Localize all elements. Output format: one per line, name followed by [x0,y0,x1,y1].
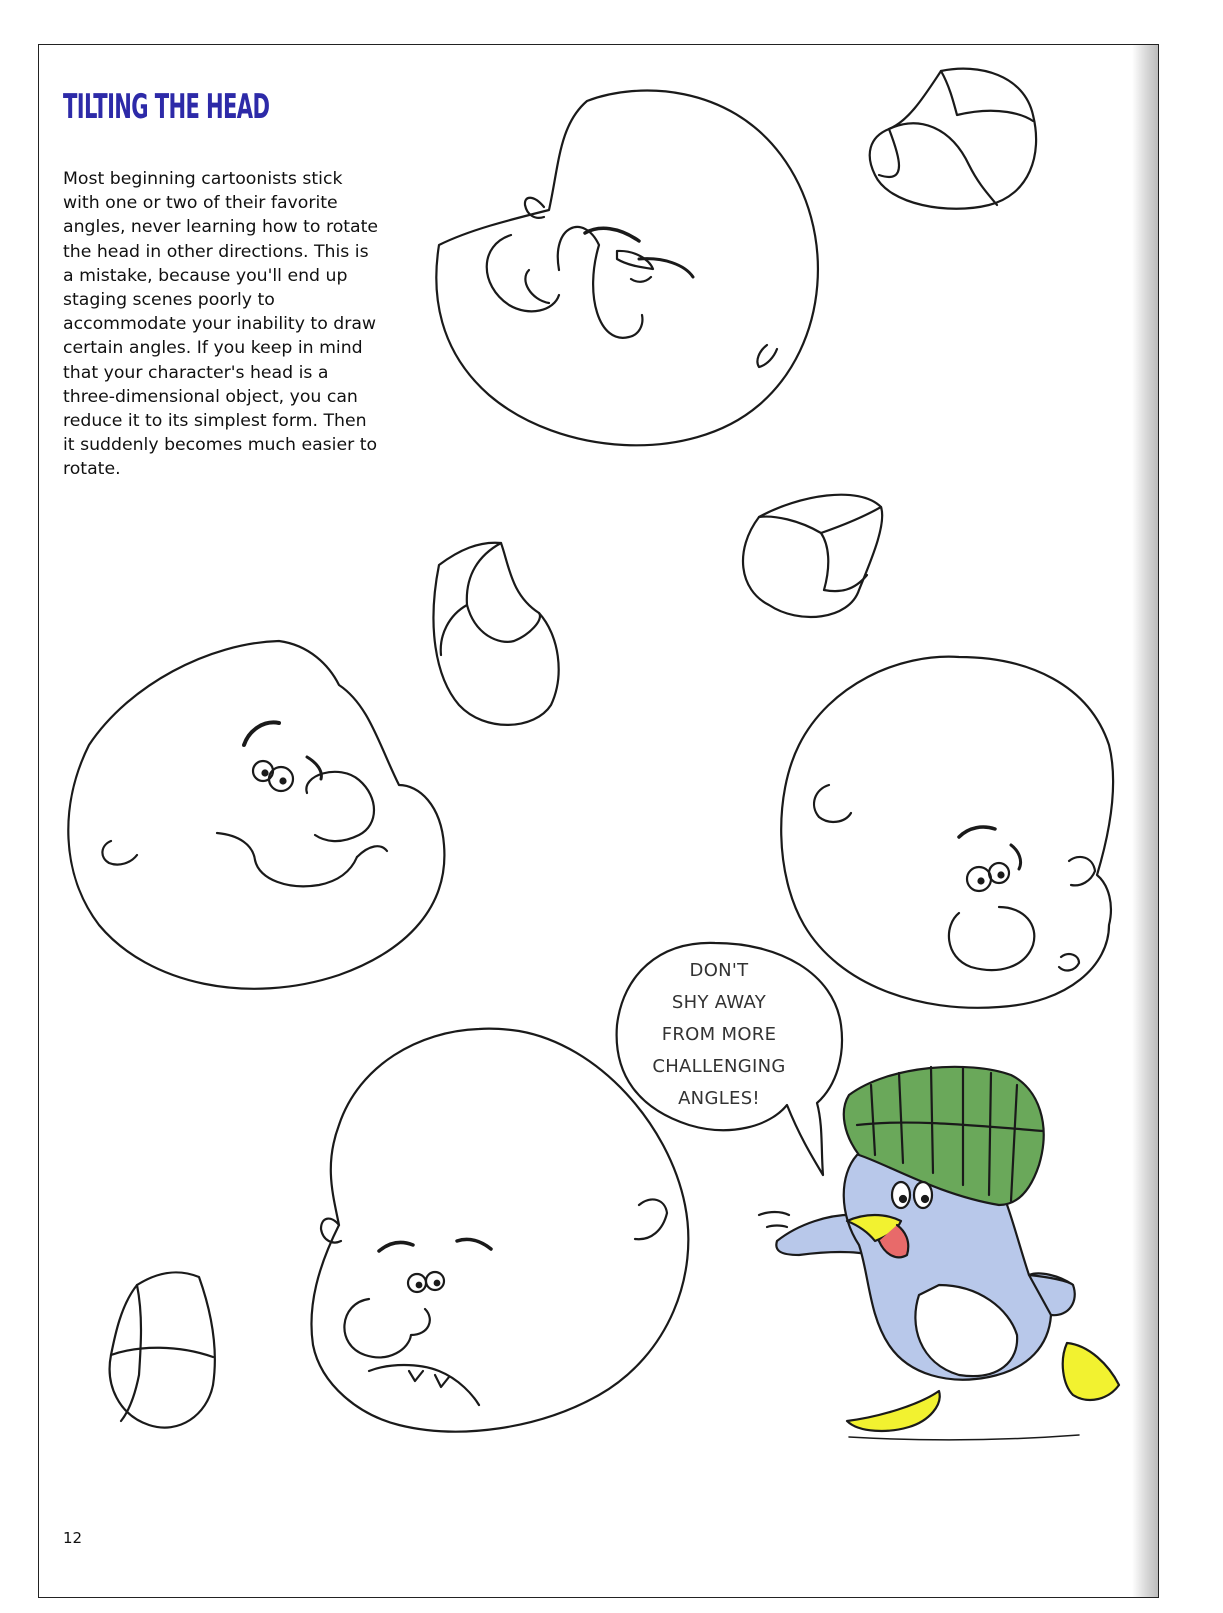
speech-line: DON'T [689,960,749,981]
illustrations [39,45,1159,1598]
speech-line: ANGLES! [678,1088,760,1109]
speech-line: CHALLENGING [652,1056,786,1077]
body-paragraph: Most beginning cartoonists stick with one or two of their favorite angles, never learning how to rotate the head in other directions. This is a mistake, because you'll end up staging scenes poorly to accommodate your inability to draw certain angles. If you keep in mind that your character's head is a three-dimensional object, you can reduce it to its simplest form. Then it suddenly becomes much easier to rotate. [63,169,379,480]
page-number: 12 [63,1529,83,1547]
cartoon-head-tilted-left [68,641,444,989]
cartoon-head-turned-right [781,657,1113,1008]
speech-bubble-text [629,955,809,1115]
speech-line: FROM MORE [661,1024,777,1045]
head-block-form-top-right [870,69,1036,209]
cartoon-head-tilted-up [436,91,818,446]
book-page [38,44,1159,1598]
speech-line: SHY AWAY [671,992,767,1013]
head-block-form-center [743,495,882,617]
head-block-form-bottom-left [110,1272,215,1427]
page-title: TILTING THE HEAD [63,87,270,127]
head-block-form-middle-left [433,543,558,725]
penguin-with-beanie [759,1067,1119,1440]
